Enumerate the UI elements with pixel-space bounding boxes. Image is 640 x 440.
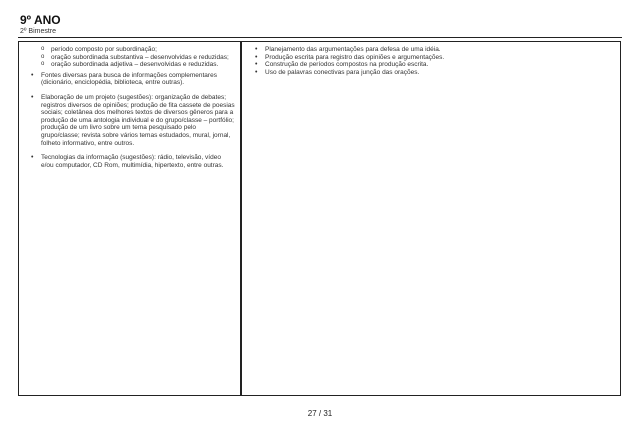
header-rule: [18, 37, 622, 38]
sub-list: [27, 46, 235, 69]
sub-list-item: o oração subordinada substantiva – desenvolvidas e reduzidas;: [27, 54, 235, 62]
bullet-item: • Produção escrita para registro das opiniões e argumentações.: [251, 54, 451, 62]
bullet-item: • Tecnologias da informação (sugestões): rádio, televisão, vídeo e/ou computador, CD Rom, multimídia, hipertexto, entre outras.: [27, 154, 235, 169]
left-bullet-list: [27, 72, 235, 170]
bullet-item: • Uso de palavras conectivas para junção das orações.: [251, 69, 451, 77]
sub-list-item: o período composto por subordinação;: [27, 46, 235, 54]
right-column: [251, 46, 451, 76]
bullet-item: • Construção de períodos compostos na produção escrita.: [251, 61, 451, 69]
bullet-item: • Fontes diversas para busca de informações complementares (dicionário, enciclopédia, biblioteca, entre outras).: [27, 72, 235, 87]
column-divider: [240, 42, 242, 395]
page-subtitle: 2º Bimestre: [20, 28, 57, 35]
sub-list-item: o oração subordinada adjetiva – desenvolvidas e reduzidas.: [27, 61, 235, 69]
page-title: 9º ANO: [20, 13, 61, 27]
right-bullet-list: [251, 46, 451, 76]
bullet-item: • Planejamento das argumentações para defesa de uma idéia.: [251, 46, 451, 54]
left-column: [27, 46, 235, 176]
page-number: 27 / 31: [307, 409, 333, 418]
bullet-item: • Elaboração de um projeto (sugestões): organização de debates; registros diversos de opiniões; produção de fita cassete de poesias sociais; coletânea dos melhores textos de diversos gêneros para a produção de uma antologia individual e do grupo/classe – portfólio; produção de um livro sobre um tema pesquisado pelo grupo/classe; revista sobre vários temas estudados, mural, jornal, folheto informativo, entre outros.: [27, 94, 235, 147]
content-table: [18, 41, 621, 396]
